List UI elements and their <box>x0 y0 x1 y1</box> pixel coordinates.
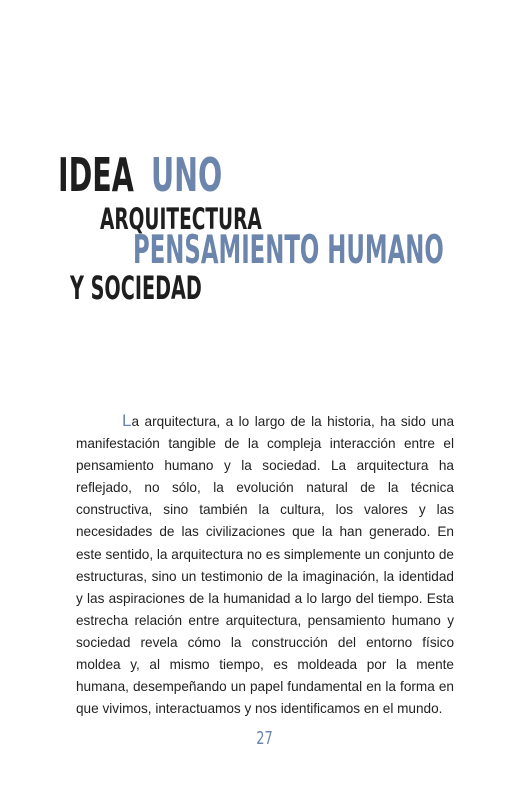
chapter-title <box>0 0 528 320</box>
title-line-pensamiento-humano: PENSAMIENTO HUMANO <box>133 228 444 273</box>
title-word-uno: UNO <box>151 148 223 202</box>
body-text: a arquitectura, a lo largo de la historia, ha sido una manifestación tangible de la compleja interacción entre el pensamiento humano y la sociedad. La arquitectura ha reflejado, no sólo, la evolución natural de la técnica constructiva, sino también la cultura, los valores y las necesidades de las civilizaciones que la han generado. En este sentido, la arquitectura no es simplemente un conjunto de estructuras, sino un testimonio de la imaginación, la identidad y las aspiraciones de la humanidad a lo largo del tiempo. Esta estrecha relación entre arquitectura, pensamiento humano y sociedad revela cómo la construcción del entorno físico moldea y, al mismo tiempo, es moldeada por la mente humana, desempeñando un papel fundamental en la forma en que vivimos, interactuamos y nos identificamos en el mundo. <box>76 414 454 717</box>
drop-letter: L <box>122 411 132 430</box>
title-word-idea: IDEA <box>58 148 134 202</box>
title-line-arquitectura: ARQUITECTURA <box>100 202 262 236</box>
page-number-value: 27 <box>255 728 273 749</box>
page-number <box>0 728 528 749</box>
body-paragraph <box>76 410 454 720</box>
title-line-y-sociedad: Y SOCIEDAD <box>70 269 202 307</box>
